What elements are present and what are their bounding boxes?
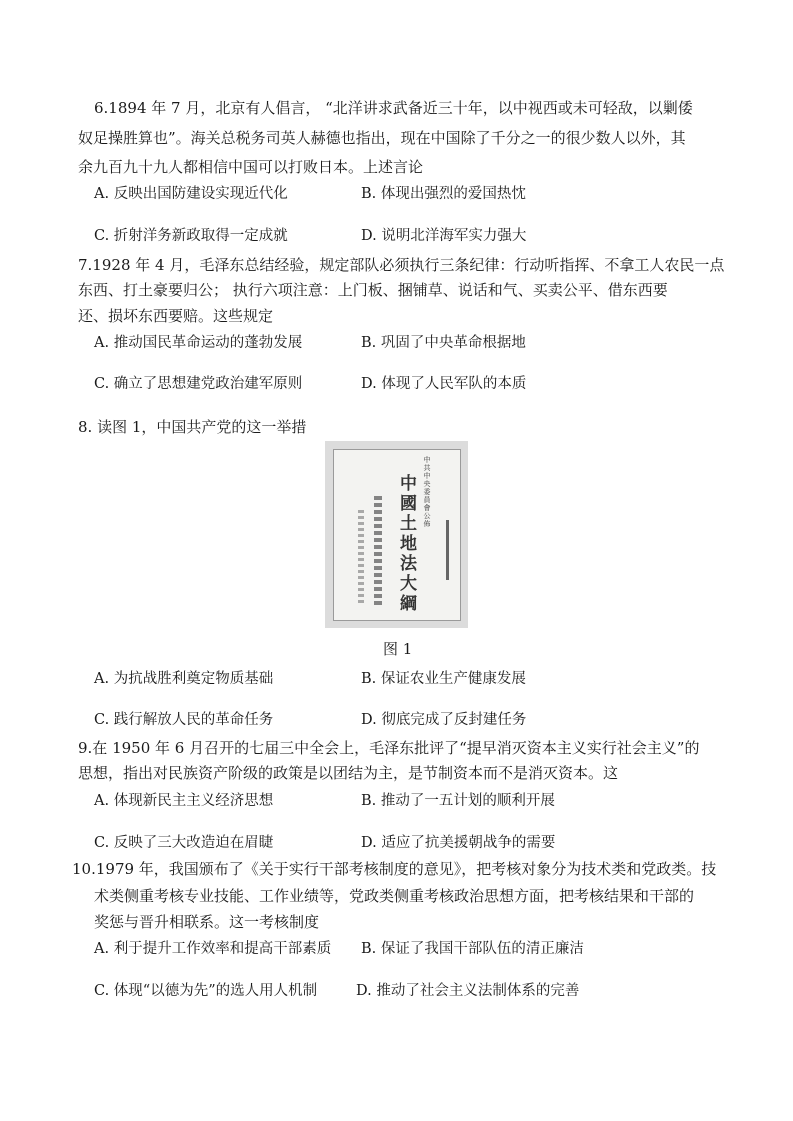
q10-option-b: B. 保证了我国干部队伍的清正廉洁 [361,941,584,957]
q6-stem-line-1: 6.1894 年 7 月，北京有人倡言， “北洋讲求武备近三十年，以中视西或未可轻敌，以剿倭 [94,99,693,117]
q9-option-b: B. 推动了一五计划的顺利开展 [361,793,555,809]
q7-stem-line-2: 东西、打土豪要归公； 执行六项注意：上门板、捆铺草、说话和气、买卖公平、借东西要 [78,281,668,299]
q9-option-c: C. 反映了三大改造迫在眉睫 [94,835,274,851]
q9-option-d: D. 适应了抗美援朝战争的需要 [361,835,556,851]
q7-option-c: C. 确立了思想建党政治建军原则 [94,376,303,392]
q7-stem-line-3: 还、损坏东西要赔。这些规定 [78,307,274,325]
book-cover-edge-mark [446,520,449,580]
q10-option-d: D. 推动了社会主义法制体系的完善 [356,983,580,999]
q6-option-b: B. 体现出强烈的爱国热忱 [361,186,526,202]
q6-option-d: D. 说明北洋海军实力强大 [361,228,527,244]
q8-stem-line-1: 8. 读图 1，中国共产党的这一举措 [78,418,307,436]
figure-caption: 图 1 [383,640,413,658]
book-cover-title: 中國土地法大綱 [396,474,416,614]
q7-option-b: B. 巩固了中央革命根据地 [361,335,526,351]
book-cover-subtitle-smudge [374,496,382,606]
q8-option-a: A. 为抗战胜利奠定物质基础 [94,671,274,687]
q10-stem-line-2: 术类侧重考核专业技能、工作业绩等，党政类侧重考核政治思想方面，把考核结果和干部的 [94,887,695,905]
q10-stem-line-3: 奖惩与晋升相联系。这一考核制度 [94,913,320,931]
q6-stem-line-2: 奴足操胜算也”。海关总税务司英人赫德也指出，现在中国除了千分之一的很少数人以外，其 [78,129,686,147]
q8-option-d: D. 彻底完成了反封建任务 [361,712,527,728]
q7-option-d: D. 体现了人民军队的本质 [361,376,527,392]
q7-stem-line-1: 7.1928 年 4 月，毛泽东总结经验，规定部队必须执行三条纪律：行动听指挥、不拿工人农民一点 [78,256,725,274]
q6-option-c: C. 折射洋务新政取得一定成就 [94,228,288,244]
q6-stem-line-3: 余九百九十九人都相信中国可以打败日本。上述言论 [78,158,424,176]
q10-option-a: A. 利于提升工作效率和提高干部素质 [94,941,332,957]
land-law-book-cover-image [325,441,468,628]
q8-option-c: C. 践行解放人民的革命任务 [94,712,274,728]
book-cover [333,449,461,621]
q6-option-a: A. 反映出国防建设实现近代化 [94,186,288,202]
q10-stem-line-1: 10.1979 年，我国颁布了《关于实行干部考核制度的意见》，把考核对象分为技术类和党政类。技 [72,860,717,878]
q9-stem-line-1: 9.在 1950 年 6 月召开的七届三中全会上，毛泽东批评了“提早消灭资本主义实行社会主义”的 [78,739,700,757]
q9-stem-line-2: 思想，指出对民族资产阶级的政策是以团结为主，是节制资本而不是消灭资本。这 [78,764,619,782]
q8-option-b: B. 保证农业生产健康发展 [361,671,526,687]
q7-option-a: A. 推动国民革命运动的蓬勃发展 [94,335,303,351]
q10-option-c: C. 体现“以德为先”的选人用人机制 [94,983,318,999]
book-cover-date-smudge [358,510,364,606]
book-cover-publisher-text: 中共中央委員會公佈 [423,456,431,528]
q9-option-a: A. 体现新民主主义经济思想 [94,793,274,809]
